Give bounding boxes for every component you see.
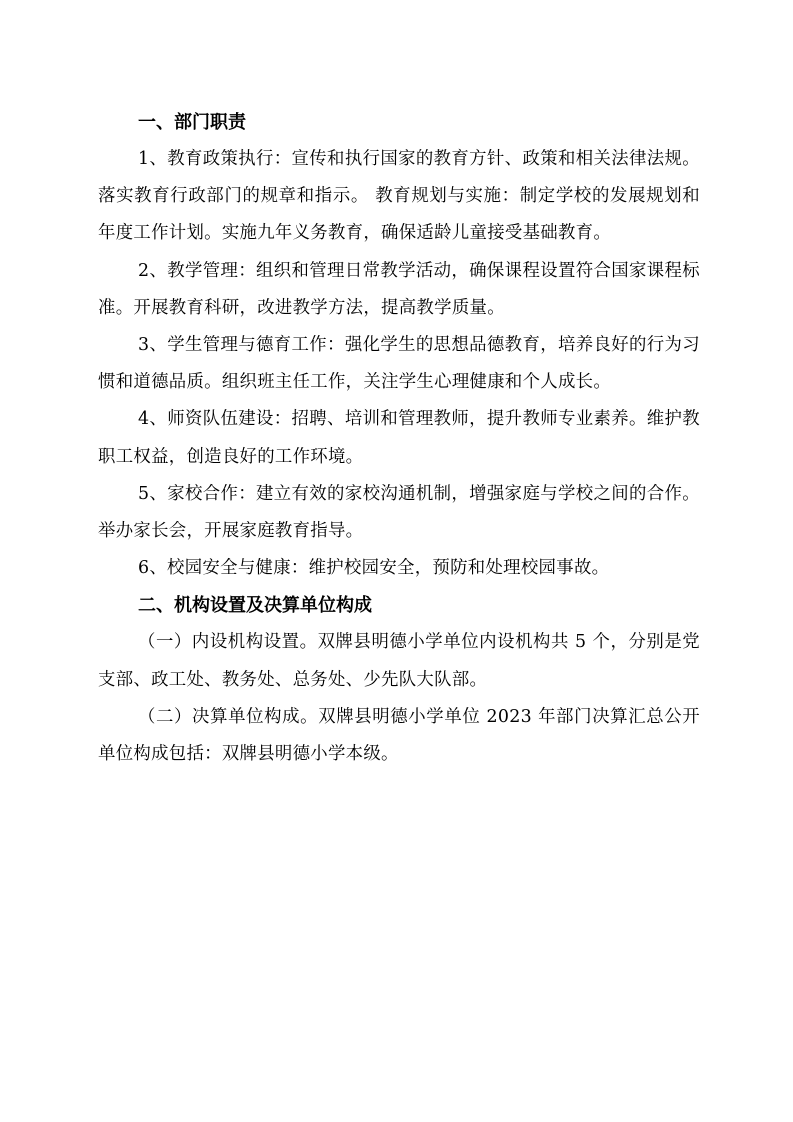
duty-item-2: 2、教学管理：组织和管理日常教学活动，确保课程设置符合国家课程标准。开展教育科研，改进教学方法，提高教学质量。 — [98, 260, 700, 318]
section-heading-duties: 一、部门职责 — [138, 112, 246, 133]
duty-item-6: 6、校园安全与健康：维护校园安全，预防和处理校园事故。 — [138, 558, 610, 579]
duty-item-1: 1、教育政策执行：宣传和执行国家的教育方针、政策和相关法律法规。落实教育行政部门的规章和指示。 教育规划与实施：制定学校的发展规划和年度工作计划。实施九年义务教育，确保适龄儿童接受基础教育。 — [98, 149, 700, 244]
organization-item-1: （一）内设机构设置。双牌县明德小学单位内设机构共 5 个，分别是党支部、政工处、教务处、总务处、少先队大队部。 — [98, 632, 700, 690]
organization-item-2: （二）决算单位构成。双牌县明德小学单位 2023 年部门决算汇总公开单位构成包括：双牌县明德小学本级。 — [98, 706, 700, 765]
document-page — [98, 104, 700, 773]
duty-item-5: 5、家校合作：建立有效的家校沟通机制，增强家庭与学校之间的合作。举办家长会，开展家庭教育指导。 — [98, 483, 700, 542]
section-heading-organization: 二、机构设置及决算单位构成 — [138, 595, 372, 617]
duty-item-4: 4、师资队伍建设：招聘、培训和管理教师，提升教师专业素养。维护教职工权益，创造良好的工作环境。 — [98, 409, 700, 467]
duty-item-3: 3、学生管理与德育工作：强化学生的思想品德教育，培养良好的行为习惯和道德品质。组织班主任工作，关注学生心理健康和个人成长。 — [98, 335, 700, 393]
